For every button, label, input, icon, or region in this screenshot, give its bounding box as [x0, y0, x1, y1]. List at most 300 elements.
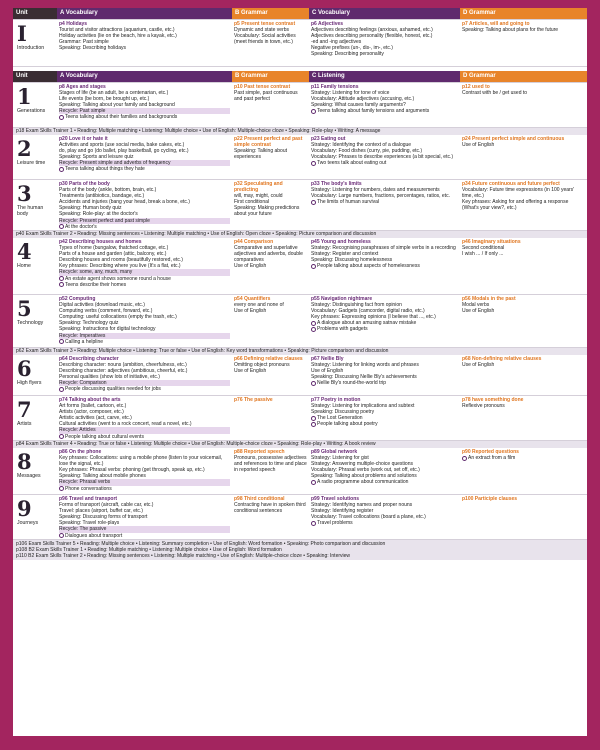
- content-line: Strategy: Answering multiple-choice questions: [311, 461, 413, 468]
- section-title: p54 Quantifiers: [234, 296, 271, 302]
- section-title: p55 Navigation nightmare: [311, 296, 373, 302]
- content-line: Accidents and injuries (bang your head, break a bone, etc.): [59, 199, 190, 206]
- grammar-cell: [232, 20, 309, 66]
- headphones-icon: [311, 327, 316, 332]
- section-title: p32 Speculating and predicting: [234, 181, 283, 194]
- content-line: Key phrases: Asking for and offering a response (What's your view?, etc.): [462, 199, 569, 212]
- unit-number: 9: [17, 496, 32, 521]
- audio-description: The Lost Generation: [317, 415, 363, 422]
- headphones-icon: [311, 200, 316, 205]
- section-title: p12 used to: [462, 84, 490, 90]
- content-line: Speaking: Talking about your family and background: [59, 102, 175, 109]
- unit-number: 3: [17, 181, 32, 206]
- listening-cell: [309, 448, 460, 494]
- headphones-icon: [59, 533, 64, 538]
- content-line: Speaking: Travel role-plays: [59, 520, 120, 527]
- content-line: Recycle: Present simple and adverbs of frequency: [59, 160, 230, 166]
- listening-cell: [309, 238, 460, 294]
- unit-row-technology: [13, 295, 587, 348]
- content-line: Key phrases: Describing where you live (It's a flat, etc.): [59, 263, 181, 270]
- unit-number: I: [17, 21, 27, 46]
- content-line: Vocabulary: Phrases to describe experiences (a bit special, etc.): [311, 154, 454, 161]
- audio-line: [311, 421, 458, 427]
- exam-skills-trainer-row: p18 Exam Skills Trainer 1 • Reading: Multiple matching • Listening: Multiple choice • Use of English: Multiple-choice cloze • Speaking: Role-play • Writing: A message: [13, 128, 587, 135]
- headphones-icon: [59, 167, 64, 172]
- audio-line: [59, 339, 230, 345]
- final-exam-trainers: [13, 540, 587, 560]
- content-line: Use of English: [311, 368, 344, 375]
- content-line: Vocabulary: Future time expressions (in 100 years' time, etc.): [462, 187, 575, 200]
- content-line: Contracting have in spoken third conditional sentences: [234, 502, 306, 515]
- audio-line: [59, 224, 230, 230]
- headphones-icon: [59, 282, 64, 287]
- audio-description: People talking about aspects of homelessness: [317, 263, 420, 270]
- section-title: p100 Participle clauses: [462, 496, 518, 502]
- vocabulary-cell: [57, 83, 232, 127]
- section-title: p86 On the phone: [59, 449, 102, 455]
- unit-cell: [13, 20, 57, 66]
- audio-description: Calling a helpline: [65, 338, 104, 345]
- section-title: p90 Reported questions: [462, 449, 519, 455]
- unit-row-the-human-body: [13, 180, 587, 231]
- grammar-d-cell: [460, 83, 587, 127]
- unit-cell: [13, 180, 57, 230]
- content-line: Art forms (ballet, cartoon, etc.): [59, 403, 127, 410]
- section-title: p96 Travel and transport: [59, 496, 118, 502]
- header-grammar: B Grammar: [232, 8, 309, 19]
- headphones-icon: [311, 480, 316, 485]
- unit-number: 1: [17, 84, 32, 109]
- header-grammar-d: D Grammar: [460, 8, 587, 19]
- audio-line: [311, 380, 458, 386]
- audio-description: Teens describe their homes: [65, 281, 127, 288]
- audio-line: [59, 486, 230, 492]
- unit-name: Technology: [17, 320, 44, 326]
- content-line: Stages of life (be an adult, be a centenarian, etc.): [59, 90, 169, 97]
- content-line: Use of English: [462, 142, 495, 149]
- content-line: Describing character: adjectives (ambitious, cheerful, etc.): [59, 368, 188, 375]
- header-vocabulary: A Vocabulary: [57, 71, 232, 82]
- audio-description: People discussing qualities needed for jobs: [65, 386, 161, 393]
- content-line: Adjectives describing personality (flexible, honest, etc.): [311, 33, 433, 40]
- unit-row-messages: [13, 448, 587, 495]
- headphones-icon: [59, 387, 64, 392]
- audio-description: People talking about cultural events: [65, 433, 144, 440]
- section-title: p46 Imaginary situations: [462, 239, 521, 245]
- content-line: Recycle: Articles: [59, 427, 230, 433]
- unit-name: The human body: [17, 205, 44, 218]
- content-line: Vocabulary: Travel collocations (board a plane, etc.): [311, 514, 426, 521]
- headphones-icon: [311, 161, 316, 166]
- unit-cell: [13, 448, 57, 494]
- content-line: Key phrases: Expressing opinions (I believe that ..., etc.): [311, 314, 436, 321]
- section-title: p99 Travel solutions: [311, 496, 360, 502]
- section-title: p24 Present perfect simple and continuous: [462, 136, 565, 142]
- content-line: will, may, might, could: [234, 193, 283, 200]
- section-title: p56 Modals in the past: [462, 296, 516, 302]
- audio-description: An estate agent shows someone round a house: [65, 275, 171, 282]
- unit-number: 2: [17, 136, 32, 161]
- unit-row-introduction: [13, 20, 587, 67]
- vocabulary-cell: [57, 448, 232, 494]
- content-line: Strategy: Identifying names and proper nouns: [311, 502, 413, 509]
- listening-cell: [309, 355, 460, 395]
- content-line: Vocabulary: Food dishes (curry, pie, pudding, etc.): [311, 148, 423, 155]
- content-line: Recycle: Comparison: [59, 380, 230, 386]
- content-line: Travel: places (airport, buffet car, etc.): [59, 508, 143, 515]
- content-line: Speaking: Discussing poetry: [311, 409, 375, 416]
- content-line: Describing houses and rooms (beautifully restored, etc.): [59, 257, 183, 264]
- content-line: Use of English: [234, 308, 267, 315]
- grammar-d-cell: [460, 355, 587, 395]
- section-title: p7 Articles, will and going to: [462, 21, 530, 27]
- content-line: Recycle: Present perfect and past simple: [59, 218, 230, 224]
- unit-cell: [13, 495, 57, 539]
- content-line: Modal verbs: [462, 302, 490, 309]
- audio-line: [311, 199, 458, 205]
- content-line: First conditional: [234, 199, 270, 206]
- unit-cell: [13, 238, 57, 294]
- unit-number: 7: [17, 397, 32, 422]
- unit-row-high-flyers: [13, 355, 587, 396]
- grammar-d-cell: [460, 495, 587, 539]
- content-line: Activities and sports (use social media, bake cakes, etc.): [59, 142, 185, 149]
- content-line: Negative prefixes (un-, dis-, im-, etc.): [311, 45, 393, 52]
- listening-cell: [309, 396, 460, 440]
- audio-description: Two teens talk about eating out: [317, 160, 387, 167]
- headphones-icon: [311, 109, 316, 114]
- content-line: Comparative and superlative adjectives and adverbs, double comparatives: [234, 245, 303, 264]
- grammar-d-cell: [460, 135, 587, 179]
- section-title: p42 Describing houses and homes: [59, 239, 142, 245]
- header-vocabulary-c: C Vocabulary: [309, 8, 460, 19]
- section-title: p76 The passive: [234, 397, 273, 403]
- listening-cell: [309, 295, 460, 347]
- listening-cell: [309, 20, 460, 66]
- content-line: Grammar: Past simple: [59, 39, 109, 46]
- content-line: Parts of the body (ankle, bottom, brain, etc.): [59, 187, 157, 194]
- content-line: Speaking: Describing personality: [311, 51, 384, 58]
- section-title: p98 Third conditional: [234, 496, 285, 502]
- section-title: p8 Ages and stages: [59, 84, 106, 90]
- grammar-cell: [232, 180, 309, 230]
- content-line: Describing character: nouns (ambition, cheerfulness, etc.): [59, 362, 187, 369]
- audio-line: [311, 263, 458, 269]
- audio-description: A radio programme about communication: [317, 479, 409, 486]
- unit-cell: [13, 295, 57, 347]
- content-line: Vocabulary: Large numbers, fractions, percentages, ratios, etc.: [311, 193, 450, 200]
- audio-description: Dialogues about transport: [65, 532, 123, 539]
- content-line: Strategy: Identifying register: [311, 508, 374, 515]
- grammar-d-cell: [460, 396, 587, 440]
- content-line: Contrast with be / get used to: [462, 90, 528, 97]
- unit-row-leisure-time: [13, 135, 587, 180]
- vocabulary-cell: [57, 495, 232, 539]
- section-title: p45 Young and homeless: [311, 239, 371, 245]
- section-title: p89 Global network: [311, 449, 358, 455]
- unit-name: Home: [17, 263, 31, 269]
- audio-description: Teens talking about things they hate: [65, 166, 145, 173]
- content-line: Vocabulary: Gadgets (camcorder, digital radio, etc.): [311, 308, 425, 315]
- header-grammar-d: D Grammar: [460, 71, 587, 82]
- content-line: Speaking: Discussing forms of transport: [59, 514, 148, 521]
- header-vocabulary: A Vocabulary: [57, 8, 232, 19]
- audio-description: Teens talking about their families and backgrounds: [65, 114, 178, 121]
- content-line: Dynamic and state verbs: [234, 27, 290, 34]
- audio-line: [311, 326, 458, 332]
- grammar-cell: [232, 238, 309, 294]
- content-line: Use of English: [462, 362, 495, 369]
- audio-line: [59, 434, 230, 440]
- grammar-d-cell: [460, 20, 587, 66]
- content-line: Strategy: Listening for linking words and phrases: [311, 362, 419, 369]
- content-line: Strategy: Listening for tone of voice: [311, 90, 390, 97]
- section-title: p22 Present perfect and past simple contrast: [234, 136, 303, 149]
- content-line: Speaking: Discussing homelessness: [311, 257, 393, 264]
- exam-skills-trainer-row: p84 Exam Skills Trainer 4 • Reading: True or false • Listening: Multiple choice • Use of English: Multiple-choice cloze • Speaking: Role-play • Writing: A book review: [13, 441, 587, 448]
- content-line: -ed and -ing adjectives: [311, 39, 362, 46]
- listening-cell: [309, 83, 460, 127]
- content-line: Cultural activities (went to a rock concert, read a novel, etc.): [59, 421, 192, 428]
- content-line: Personal qualities (show lots of initiative, etc.): [59, 374, 160, 381]
- content-line: Second conditional: [462, 245, 505, 252]
- audio-description: Nellie Bly's round-the-world trip: [317, 380, 387, 387]
- unit-name: Artists: [17, 421, 32, 427]
- content-line: Speaking: Human body quiz: [59, 205, 122, 212]
- header-unit: Unit: [13, 71, 57, 82]
- headphones-icon: [59, 115, 64, 120]
- section-title: p88 Reported speech: [234, 449, 285, 455]
- audio-line: [462, 455, 585, 461]
- vocabulary-cell: [57, 355, 232, 395]
- headphones-icon: [311, 416, 316, 421]
- audio-line: [59, 114, 230, 120]
- content-line: Adjectives describing feelings (anxious, ashamed, etc.): [311, 27, 433, 34]
- grammar-cell: [232, 355, 309, 395]
- contents-table: [13, 8, 587, 736]
- unit-name: Journeys: [17, 520, 39, 526]
- content-line: I wish ... / If only ...: [462, 251, 504, 258]
- content-line: Vocabulary: Attitude adjectives (accusing, etc.): [311, 96, 415, 103]
- grammar-d-cell: [460, 295, 587, 347]
- unit-number: 5: [17, 296, 32, 321]
- header-unit: Unit: [13, 8, 57, 19]
- audio-line: [59, 282, 230, 288]
- audio-description: A dialogue about an amusing satnav mistake: [317, 320, 417, 327]
- unit-name: Leisure time: [17, 160, 46, 166]
- section-title: p78 have something done: [462, 397, 524, 403]
- final-exam-line: p106 Exam Skills Trainer 5 • Reading: Multiple choice • Listening: Summary completion • Use of English: Word formation • Speaking: Photo comparison and discussion: [16, 540, 386, 547]
- vocabulary-cell: [57, 180, 232, 230]
- content-line: Recycle: Imperatives: [59, 333, 230, 339]
- unit-number: 4: [17, 239, 32, 264]
- content-line: Pronouns, possessive adjectives and references to time and place in reported speech: [234, 455, 307, 474]
- section-title: p30 Parts of the body: [59, 181, 110, 187]
- headphones-icon: [59, 486, 64, 491]
- content-line: Strategy: Register and context: [311, 251, 379, 258]
- content-line: Past simple, past continuous and past perfect: [234, 90, 298, 103]
- vocabulary-cell: [57, 396, 232, 440]
- section-title: p67 Nellie Bly: [311, 356, 344, 362]
- exam-skills-trainer-row: p40 Exam Skills Trainer 2 • Reading: Missing sentences • Listening: Multiple matching • Use of English: Open cloze • Speaking: Picture comparison and discussion: [13, 231, 587, 238]
- unit-name: High flyers: [17, 380, 42, 386]
- content-line: Speaking: Talking about experiences: [234, 148, 288, 161]
- headphones-icon: [311, 381, 316, 386]
- content-line: Speaking: Sports and leisure quiz: [59, 154, 134, 161]
- content-line: Digital activities (download music, etc.): [59, 302, 145, 309]
- vocabulary-cell: [57, 20, 232, 66]
- content-line: Strategy: Identifying the context of a dialogue: [311, 142, 412, 149]
- headphones-icon: [59, 339, 64, 344]
- content-line: Strategy: Distinguishing fact from opinion: [311, 302, 402, 309]
- header-row-main: [13, 71, 587, 83]
- content-line: Speaking: What causes family arguments?: [311, 102, 406, 109]
- content-line: Strategy: Recognising paraphrases of simple verbs in a recording: [311, 245, 456, 252]
- audio-description: Problems with gadgets: [317, 326, 368, 333]
- unit-name: Generations: [17, 108, 46, 114]
- vocabulary-cell: [57, 238, 232, 294]
- audio-line: [311, 108, 458, 114]
- audio-description: Travel problems: [317, 520, 353, 527]
- content-line: Use of English: [234, 263, 267, 270]
- audio-description: Teens talking about family tensions and arguments: [317, 108, 430, 115]
- header-grammar: B Grammar: [232, 71, 309, 82]
- grammar-cell: [232, 448, 309, 494]
- content-line: Speaking: Talking about problems and solutions: [311, 473, 417, 480]
- unit-number: 6: [17, 356, 32, 381]
- grammar-cell: [232, 495, 309, 539]
- content-line: Vocabulary: Social activities (meet friends in town, etc.): [234, 33, 296, 46]
- audio-description: An extract from a film: [468, 455, 516, 462]
- headphones-icon: [311, 521, 316, 526]
- grammar-cell: [232, 135, 309, 179]
- audio-description: People talking about poetry: [317, 421, 378, 428]
- content-line: Recycle: Phrasal verbs: [59, 479, 230, 485]
- content-line: Use of English: [234, 368, 267, 375]
- content-line: Strategy: Listening for numbers, dates and measurements: [311, 187, 440, 194]
- unit-row-artists: [13, 396, 587, 441]
- listening-cell: [309, 180, 460, 230]
- section-title: p74 Talking about the arts: [59, 397, 121, 403]
- final-exam-line: p110 B2 Exam Skills Trainer 2 • Reading: Missing sentences • Listening: Multiple matching • Use of English: Multiple-choice cloze • Speaking: Interview: [16, 553, 351, 560]
- contents-page: [13, 8, 587, 736]
- section-title: p5 Present tense contrast: [234, 21, 296, 27]
- content-line: Speaking: Talking about plans for the future: [462, 27, 559, 34]
- content-line: Tourist and visitor attractions (aquarium, castle, etc.): [59, 27, 175, 34]
- grammar-cell: [232, 83, 309, 127]
- vocabulary-cell: [57, 135, 232, 179]
- section-title: p77 Poetry in motion: [311, 397, 361, 403]
- section-title: p33 The body's limits: [311, 181, 362, 187]
- unit-cell: [13, 135, 57, 179]
- section-title: p6 Adjectives: [311, 21, 344, 27]
- listening-cell: [309, 495, 460, 539]
- section-title: p44 Comparison: [234, 239, 274, 245]
- audio-line: [311, 160, 458, 166]
- content-line: Strategy: Listening for gist: [311, 455, 369, 462]
- audio-description: At the doctor's: [65, 223, 97, 230]
- section-title: p68 Non-defining relative clauses: [462, 356, 542, 362]
- audio-line: [59, 533, 230, 539]
- content-line: Forms of transport (aircraft, cable car, etc.): [59, 502, 154, 509]
- content-line: Speaking: Talking about mobile phones: [59, 473, 146, 480]
- content-line: Omitting object pronouns: [234, 362, 290, 369]
- content-line: Speaking: Discussing Nellie Bly's achievements: [311, 374, 417, 381]
- headphones-icon: [462, 456, 467, 461]
- grammar-cell: [232, 396, 309, 440]
- section-title: p64 Describing character: [59, 356, 119, 362]
- exam-skills-trainer-row: p62 Exam Skills Trainer 3 • Reading: Multiple choice • Listening: True or false • Use of English: Key word transformations • Speaking: Picture comparison and discussion: [13, 348, 587, 355]
- unit-row-generations: [13, 83, 587, 128]
- content-line: Speaking: Technology quiz: [59, 320, 119, 327]
- content-line: Recycle: some, any, much, many: [59, 269, 230, 275]
- content-line: Recycle: Past simple: [59, 108, 230, 114]
- audio-description: The limits of human survival: [317, 199, 379, 206]
- headphones-icon: [311, 264, 316, 269]
- section-title: p66 Defining relative clauses: [234, 356, 303, 362]
- content-line: Speaking: Describing holidays: [59, 45, 126, 52]
- section-title: p4 Holidays: [59, 21, 88, 27]
- final-exam-line: p108 B2 Exam Skills Trainer 1 • Reading: Multiple matching • Listening: Multiple choice • Use of English: Word formation: [16, 546, 282, 553]
- unit-number: 8: [17, 449, 32, 474]
- section-title: p10 Past tense contrast: [234, 84, 291, 90]
- content-line: Key phrases: Collocations: using a mobile phone (listen to your voicemail, lose the signal, etc.): [59, 455, 223, 468]
- content-line: Artistic activities (act, carve, etc.): [59, 415, 132, 422]
- section-title: p52 Computing: [59, 296, 96, 302]
- audio-description: Phone conversations: [65, 485, 112, 492]
- content-line: Computing verbs (comment, forward, etc.): [59, 308, 153, 315]
- content-line: Recycle: The passive: [59, 526, 230, 532]
- content-line: Treatments (antibiotics, bandage, etc.): [59, 193, 145, 200]
- grammar-d-cell: [460, 180, 587, 230]
- section-title: p20 Love it or hate it: [59, 136, 108, 142]
- unit-name: Messages: [17, 473, 41, 479]
- audio-line: [311, 520, 458, 526]
- section-title: p23 Eating out: [311, 136, 346, 142]
- content-line: Computing: useful collocations (empty the trash, etc.): [59, 314, 177, 321]
- content-line: Vocabulary: Phrasal verbs (work out, set off, etc.): [311, 467, 420, 474]
- content-line: Strategy: Listening for implications and subtext: [311, 403, 415, 410]
- listening-cell: [309, 135, 460, 179]
- content-line: Artists (actor, composer, etc.): [59, 409, 124, 416]
- content-line: Reflexive pronouns: [462, 403, 505, 410]
- content-line: Use of English: [462, 308, 495, 315]
- content-line: Life events (be born, be brought up, etc.): [59, 96, 150, 103]
- content-line: Holiday activities (lie on the beach, hire a kayak, etc.): [59, 33, 177, 40]
- audio-line: [311, 479, 458, 485]
- section-title: p11 Family tensions: [311, 84, 359, 90]
- header-listening: C Listening: [309, 71, 460, 82]
- headphones-icon: [311, 321, 316, 326]
- unit-name: Introduction: [17, 45, 45, 51]
- grammar-d-cell: [460, 448, 587, 494]
- unit-row-journeys: [13, 495, 587, 540]
- unit-cell: [13, 396, 57, 440]
- content-line: Speaking: Role-play: at the doctor's: [59, 211, 138, 218]
- unit-row-home: [13, 238, 587, 295]
- headphones-icon: [59, 224, 64, 229]
- content-line: Key phrases: Phrasal verbs: phoning (get through, speak up, etc.): [59, 467, 205, 474]
- content-line: Types of home (bungalow, thatched cottage, etc.): [59, 245, 169, 252]
- headphones-icon: [59, 276, 64, 281]
- content-line: every one and none of: [234, 302, 284, 309]
- audio-line: [59, 166, 230, 172]
- content-line: Speaking: Instructions for digital technology: [59, 326, 156, 333]
- header-row-intro: [13, 8, 587, 20]
- section-title: p34 Future continuous and future perfect: [462, 181, 560, 187]
- headphones-icon: [311, 422, 316, 427]
- content-line: do, play and go (do ballet, play basketball, go cycling, etc.): [59, 148, 189, 155]
